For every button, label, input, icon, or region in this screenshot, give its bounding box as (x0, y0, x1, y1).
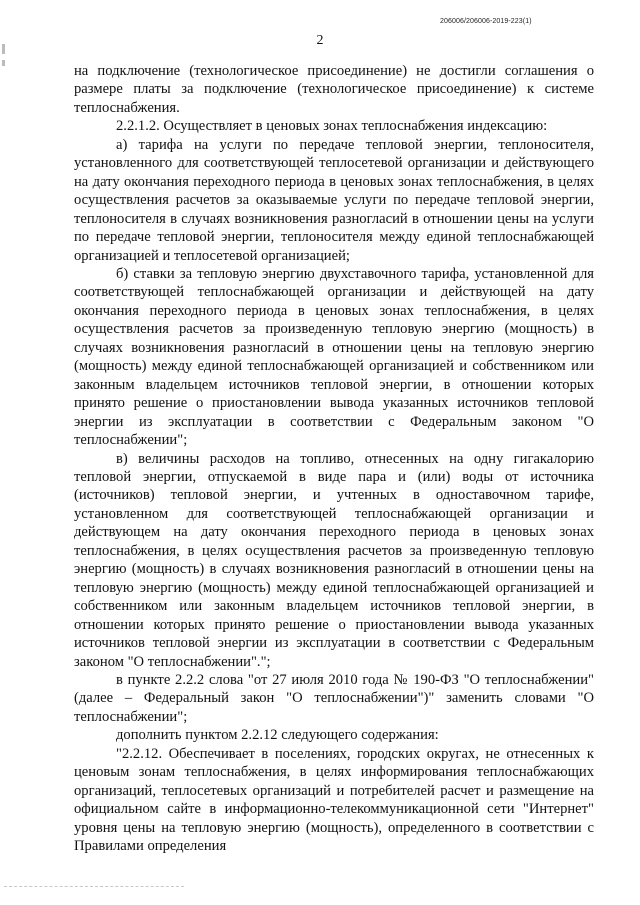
scan-bottom-rule (4, 886, 184, 888)
paragraph-clause-2-2-1-2: 2.2.1.2. Осуществляет в ценовых зонах теплоснабжения индексацию: (116, 118, 548, 135)
paragraph-continuation: на подключение (технологическое присоединение) не достигли соглашения о размере платы за подключение (технологическое присоединение) к системе теплоснабжения. (74, 63, 594, 116)
paragraph-item-v: в) величины расходов на топливо, отнесенных на одну гигакалорию тепловой энергии, отпускаемой в виде пара и (или) воды от источника (источников) тепловой энергии, и учтенных в одноставочном тарифе, установленном для соответствующей теплоснабжающей организации и действующем на дату окончания переходного периода в ценовых зонах теплоснабжения, в целях осуществления расчетов за произведенную тепловую энергию (мощность) в случаях возникновения разногласий в отношении цены на тепловую энергию (мощность) между единой теплоснабжающей организацией и собственником или законным владельцем источников тепловой энергии, в отношении которых принято решение о приостановлении вывода указанных источников тепловой энергии из эксплуатации в соответствии с Федеральным законом "О теплоснабжении"."; (74, 450, 594, 670)
paragraph-item-b: б) ставки за тепловую энергию двухставочного тарифа, установленной для соответствующей теплоснабжающей организации и действующей на дату окончания переходного периода в ценовых зонах теплоснабжения, в целях осуществления расчетов за произведенную тепловую энергию (мощность) в случаях возникновения разногласий в отношении цены на тепловую энергию (мощность) между единой теплоснабжающей организацией и собственником или законным владельцем источников тепловой энергии, в отношении которых принято решение о приостановлении вывода указанных источников тепловой энергии из эксплуатации в соответствии с Федеральным законом "О теплоснабжении"; (74, 265, 594, 449)
paragraph-amend-2-2-2: в пункте 2.2.2 слова "от 27 июля 2010 года № 190-ФЗ "О теплоснабжении" (далее – Федеральный закон "О теплоснабжении")" заменить словами "О теплоснабжении"; (74, 671, 594, 725)
paragraph-clause-2-2-12: "2.2.12. Обеспечивает в поселениях, городских округах, не отнесенных к ценовым зонам теплоснабжения, в целях информирования теплоснабжающих организаций, теплосетевых организаций и потребителей расчет и размещение на официальном сайте в информационно-телекоммуникационной сети "Интернет" уровня цены на тепловую энергию (мощность), определенного в соответствии с Правилами определения (74, 745, 594, 855)
scan-margin-mark (2, 44, 5, 54)
paragraph-item-a: а) тарифа на услуги по передаче тепловой энергии, теплоносителя, установленного для соответствующей теплосетевой организации и действующего на дату окончания переходного периода в ценовых зонах теплоснабжения, в целях осуществления расчетов за оказываемые услуги по передаче тепловой энергии, теплоносителя в случаях возникновения разногласий в отношении цены на услуги по передаче тепловой энергии, теплоносителя между единой теплоснабжающей организацией и теплосетевой организацией; (74, 136, 594, 264)
document-body (74, 62, 594, 855)
scan-margin-mark (2, 60, 5, 66)
document-id: 206006/206006-2019-223(1) (440, 18, 532, 25)
page-number: 2 (316, 33, 324, 48)
paragraph-add-2-2-12: дополнить пунктом 2.2.12 следующего содержания: (116, 727, 439, 744)
